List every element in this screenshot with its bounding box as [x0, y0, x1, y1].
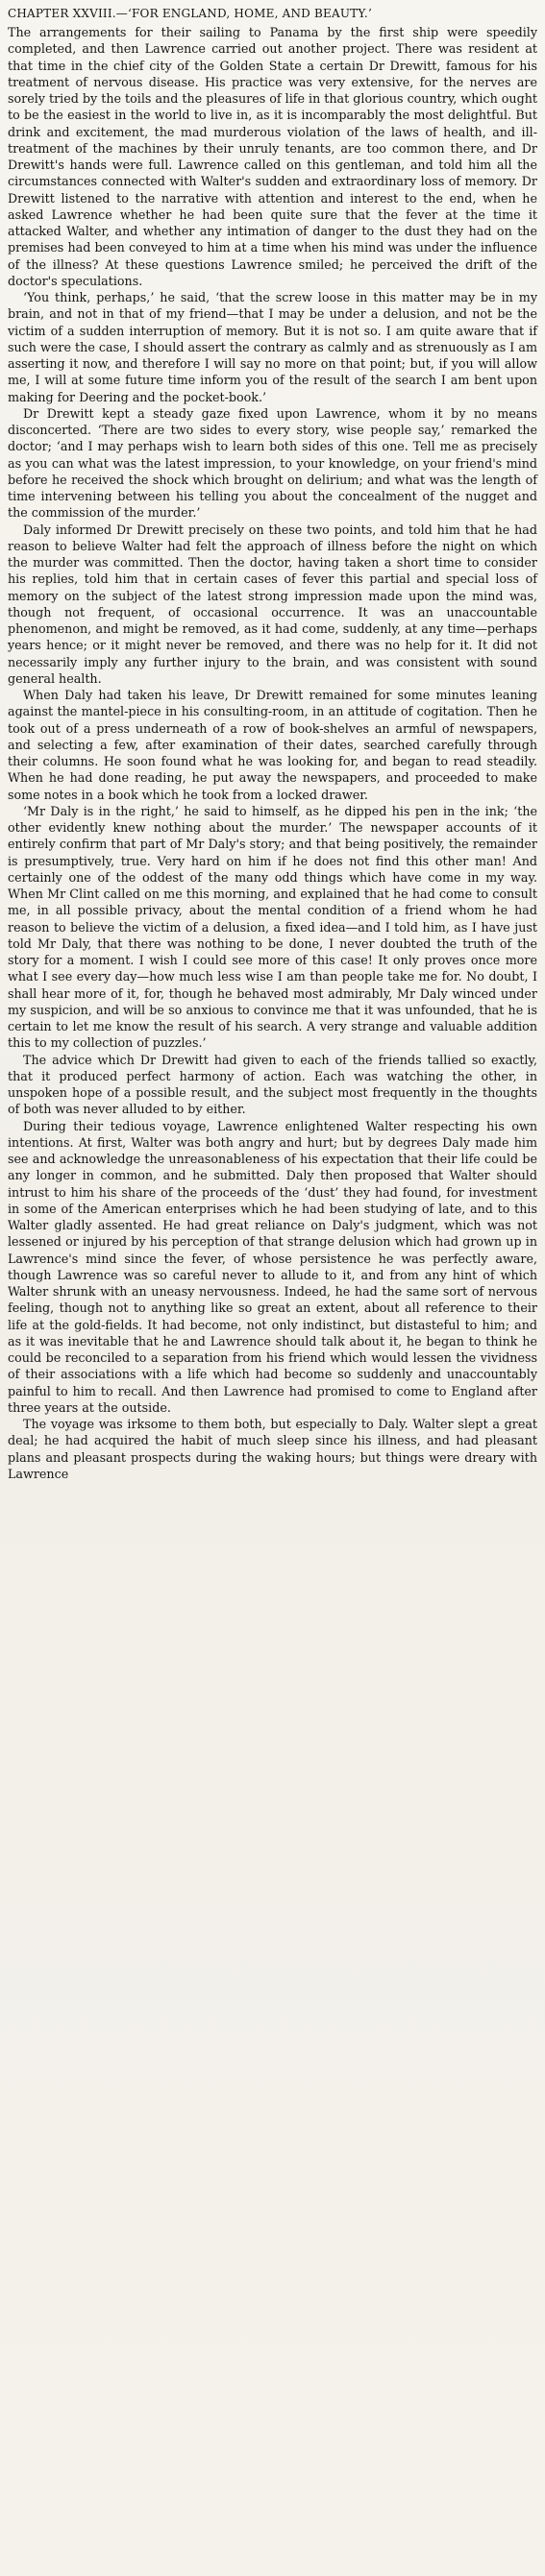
paragraph-4: Daly informed Dr Drewitt precisely on these two points, and told him that he had reason to believe Walter had felt the approach of illness before the night on which the murder was committed. Then the doctor, having taken a short time to consider his replies, told him that in certain cases of fever this partial and special loss of memory on the subject of the latest strong impression made upon the mind was, though not frequent, of occasional occurrence. It was an unaccountable phenomenon, and might be removed, as it had come, suddenly, at any time—perhaps years hence; or it might never be removed, and there was no help for it. It did not necessarily imply any further injury to the brain, and was consistent with sound general health.: [8, 522, 537, 686]
paragraph-5: When Daly had taken his leave, Dr Drewitt remained for some minutes leaning against the mantel-piece in his consulting-room, in an attitude of cogitation. Then he took out of a press underneath of a row of book-shelves an armful of newspapers, and selecting a few, after examination of their dates, searched carefully through their columns. He soon found what he was looking for, and began to read steadily. When he had done reading, he put away the newspapers, and proceeded to make some notes in a book which he took from a locked drawer.: [8, 688, 537, 802]
paragraph-7: The advice which Dr Drewitt had given to each of the friends tallied so exactly, that it produced perfect harmony of action. Each was watching the other, in unspoken hope of a possible result, and the subject most frequently in the thoughts of both was never alluded to by either.: [8, 1052, 537, 1117]
chapter-title: CHAPTER XXVIII.—‘FOR ENGLAND, HOME, AND BEAUTY.’: [8, 7, 372, 20]
paragraph-6: ‘Mr Daly is in the right,’ he said to himself, as he dipped his pen in the ink; ‘the other evidently knew nothing about the murder.’ The newspaper accounts of it entirely confirm that part of Mr Daly's story; and that being positively, the remainder is presumptively, true. Very hard on him if he does not find this other man! And certainly one of the oddest of the many odd things which have come in my way. When Mr Clint called on me this morning, and explained that he had come to consult me, in all possible privacy, about the mental condition of a friend whom he had reason to believe the victim of a delusion, a fixed idea—and I told him, as I have just told Mr Daly, that there was nothing to be done, I never doubted the truth of the story for a moment. I wish I could see more of this case! It only proves once more what I see every day—how much less wise I am than people take me for. No doubt, I shall hear more of it, for, though he behaved most admirably, Mr Daly winced under my suspicion, and will be so anxious to convince me that it was unfounded, that he is certain to let me know the result of his search. A very strange and valuable addition this to my collection of puzzles.’: [8, 803, 537, 1051]
paragraph-2: ‘You think, perhaps,’ he said, ‘that the screw loose in this matter may be in my brain, and not in that of my friend—that I may be under a delusion, and not be the victim of a sudden interruption of memory. But it is not so. I am quite aware that if such were the case, I should assert the contrary as calmly and as strenuously as I am asserting it now, and therefore I will say no more on that point; but, if you will allow me, I will at some future time inform you of the result of the search I am bent upon making for Deering and the pocket-book.’: [8, 290, 537, 404]
paragraph-9: The voyage was irksome to them both, but especially to Daly. Walter slept a great deal; he had acquired the habit of much sleep since his illness, and had pleasant plans and pleasant prospects during the waking hours; but things were dreary with Lawrence: [8, 1417, 537, 1481]
paragraph-3: Dr Drewitt kept a steady gaze fixed upon Lawrence, whom it by no means disconcerted. ‘There are two sides to every story, wise people say,’ remarked the doctor; ‘and I may perhaps wish to learn both sides of this one. Tell me as precisely as you can what was the latest impression, to your knowledge, on your friend's mind before he received the shock which brought on delirium; and what was the length of time intervening between his telling you about the concealment of the nugget and the commission of the murder.’: [8, 405, 537, 521]
paragraph-8: During their tedious voyage, Lawrence enlightened Walter respecting his own intentions. At first, Walter was both angry and hurt; but by degrees Daly made him see and acknowledge the unreasonableness of his expectation that their life could be any longer in common, and he submitted. Daly then proposed that Walter should intrust to him his share of the proceeds of the ‘dust’ they had found, for investment in some of the American enterprises which he had been studying of late, and to this Walter gladly assented. He had great reliance on Daly's judgment, which was not lessened or injured by his perception of that strange delusion which had grown up in Lawrence's mind since the fever, of whose persistence he was perfectly aware, though Lawrence was so careful never to allude to it, and from any hint of which Walter shrunk with an uneasy nervousness. Indeed, he had the same sort of nervous feeling, though not to anything like so great an extent, about all reference to their life at the gold-fields. It had become, not only indistinct, but distasteful to him; and as it was inevitable that he and Lawrence should talk about it, he began to think he could be reconciled to a separation from his friend which would lessen the vividness of their associations with a life which had become so suddenly and unaccountably painful to him to recall. And then Lawrence had promised to come to England after three years at the outside.: [8, 1118, 537, 1415]
paragraph-1: The arrangements for their sailing to Panama by the first ship were speedily completed, and then Lawrence carried out another project. There was resident at that time in the chief city of the Golden State a certain Dr Drewitt, famous for his treatment of nervous disease. His practice was very extensive, for the nerves are sorely tried by the toils and the pleasures of life in that glorious country, which ought to be the easiest in the world to live in, as it is incomparably the most delightful. But drink and excitement, the mad murderous violation of the laws of health, and ill-treatment of the machines by their unruly tenants, are too common there, and Dr Drewitt's hands were full. Lawrence called on this gentleman, and told him all the circumstances connected with Walter's sudden and extraordinary loss of memory. Dr Drewitt listened to the narrative with attention and interest to the end, when he asked Lawrence whether he had been quite sure that the fever at the time it attacked Walter, and whether any intimation of danger to the dust they had on the premises had been conveyed to him at a time when his mind was under the influence of the illness? At these questions Lawrence smiled; he perceived the drift of the doctor's speculations.: [8, 25, 537, 288]
